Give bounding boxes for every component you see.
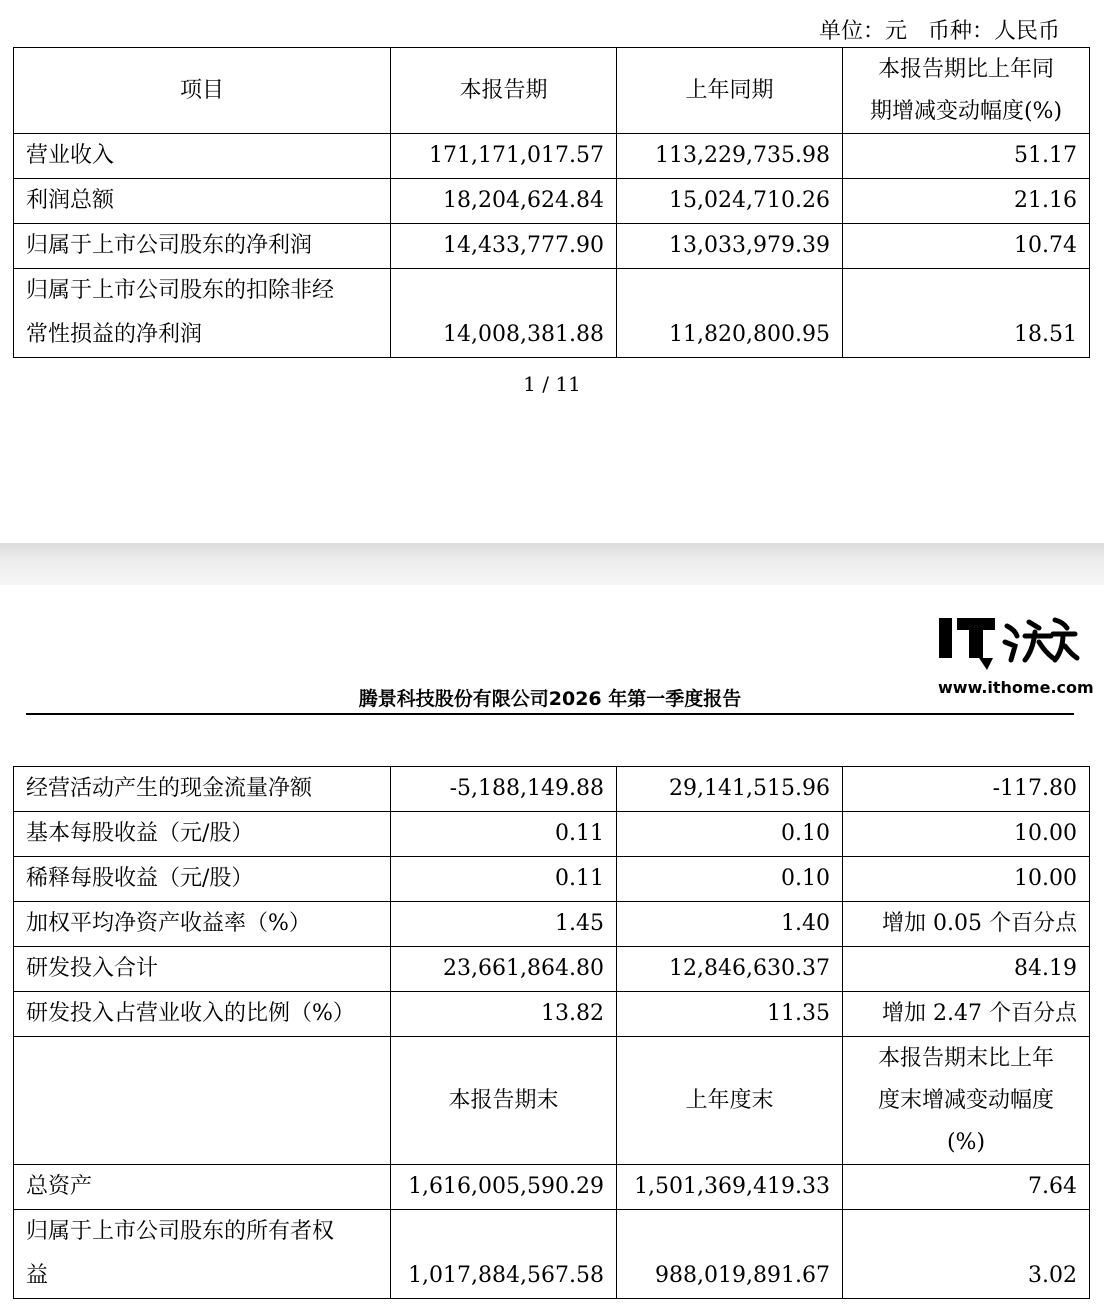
subheader-change-line3: (%) bbox=[946, 1129, 986, 1155]
header-item: 项目 bbox=[14, 48, 391, 134]
row-label: 研发投入占营业收入的比例（%） bbox=[14, 992, 391, 1037]
cell-change: -117.80 bbox=[843, 767, 1090, 812]
unit-currency-note: 单位：元 币种：人民币 bbox=[819, 19, 1060, 44]
header-prior-period: 上年同期 bbox=[617, 48, 843, 134]
table-subheader-row bbox=[14, 1037, 1090, 1165]
cell-current: 23,661,864.80 bbox=[391, 947, 617, 992]
row-label: 加权平均净资产收益率（%） bbox=[14, 902, 391, 947]
cell-prior: 11,820,800.95 bbox=[617, 269, 843, 358]
cell-current: 1,017,884,567.58 bbox=[391, 1210, 617, 1299]
table-row bbox=[14, 179, 1090, 224]
cell-change: 18.51 bbox=[843, 269, 1090, 358]
row-label: 营业收入 bbox=[14, 134, 391, 179]
financial-table-page2 bbox=[13, 766, 1090, 1299]
row-label bbox=[14, 1210, 391, 1299]
cell-current: 13.82 bbox=[391, 992, 617, 1037]
cell-prior: 13,033,979.39 bbox=[617, 224, 843, 269]
cell-current: -5,188,149.88 bbox=[391, 767, 617, 812]
table-row bbox=[14, 269, 1090, 358]
cell-change: 7.64 bbox=[843, 1165, 1090, 1210]
cell-change: 10.00 bbox=[843, 857, 1090, 902]
cell-prior: 1.40 bbox=[617, 902, 843, 947]
document-title: 腾景科技股份有限公司2026 年第一季度报告 bbox=[358, 688, 742, 710]
page-separator bbox=[0, 543, 1104, 585]
cell-change: 84.19 bbox=[843, 947, 1090, 992]
cell-current: 1,616,005,590.29 bbox=[391, 1165, 617, 1210]
cell-prior: 12,846,630.37 bbox=[617, 947, 843, 992]
cell-current: 14,008,381.88 bbox=[391, 269, 617, 358]
cell-prior: 1,501,369,419.33 bbox=[617, 1165, 843, 1210]
table-row bbox=[14, 902, 1090, 947]
title-rule bbox=[26, 713, 1074, 715]
row-label: 经营活动产生的现金流量净额 bbox=[14, 767, 391, 812]
cell-prior: 113,229,735.98 bbox=[617, 134, 843, 179]
table-row bbox=[14, 947, 1090, 992]
cell-current: 171,171,017.57 bbox=[391, 134, 617, 179]
table-row bbox=[14, 224, 1090, 269]
subheader-change-pct bbox=[843, 1037, 1090, 1165]
cell-change: 21.16 bbox=[843, 179, 1090, 224]
row-label: 基本每股收益（元/股） bbox=[14, 812, 391, 857]
table-row bbox=[14, 1210, 1090, 1299]
subheader-empty bbox=[14, 1037, 391, 1165]
cell-change: 增加 0.05 个百分点 bbox=[843, 902, 1090, 947]
row-label-line2: 益 bbox=[26, 1263, 49, 1288]
header-current-period: 本报告期 bbox=[391, 48, 617, 134]
table-row bbox=[14, 812, 1090, 857]
cell-current: 14,433,777.90 bbox=[391, 224, 617, 269]
cell-change: 51.17 bbox=[843, 134, 1090, 179]
cell-prior: 0.10 bbox=[617, 812, 843, 857]
cell-prior: 15,024,710.26 bbox=[617, 179, 843, 224]
cell-current: 0.11 bbox=[391, 857, 617, 902]
table-row bbox=[14, 1165, 1090, 1210]
header-change-line2: 期增减变动幅度(%) bbox=[869, 98, 1063, 124]
row-label: 归属于上市公司股东的净利润 bbox=[14, 224, 391, 269]
subheader-change-line2: 度末增减变动幅度 bbox=[877, 1087, 1054, 1113]
cell-current: 18,204,624.84 bbox=[391, 179, 617, 224]
cell-current: 1.45 bbox=[391, 902, 617, 947]
header-change-pct bbox=[843, 48, 1090, 134]
table-row bbox=[14, 992, 1090, 1037]
financial-table-page1 bbox=[13, 47, 1090, 358]
subheader-current-end: 本报告期末 bbox=[391, 1037, 617, 1165]
row-label bbox=[14, 269, 391, 358]
row-label-line1: 归属于上市公司股东的所有者权 bbox=[26, 1219, 335, 1244]
row-label: 研发投入合计 bbox=[14, 947, 391, 992]
watermark-url: www.ithome.com bbox=[938, 678, 1094, 697]
cell-change: 3.02 bbox=[843, 1210, 1090, 1299]
page-number: 1 / 11 bbox=[523, 372, 581, 396]
subheader-change-line1: 本报告期末比上年 bbox=[877, 1045, 1054, 1071]
cell-prior: 0.10 bbox=[617, 857, 843, 902]
row-label-line2: 常性损益的净利润 bbox=[26, 322, 203, 347]
row-label: 总资产 bbox=[14, 1165, 391, 1210]
header-change-line1: 本报告期比上年同 bbox=[877, 56, 1054, 82]
cell-change: 增加 2.47 个百分点 bbox=[843, 992, 1090, 1037]
cell-change: 10.00 bbox=[843, 812, 1090, 857]
cell-current: 0.11 bbox=[391, 812, 617, 857]
cell-change: 10.74 bbox=[843, 224, 1090, 269]
row-label: 利润总额 bbox=[14, 179, 391, 224]
table-header-row bbox=[14, 48, 1090, 134]
table-row bbox=[14, 134, 1090, 179]
cell-prior: 11.35 bbox=[617, 992, 843, 1037]
cell-prior: 29,141,515.96 bbox=[617, 767, 843, 812]
row-label-line1: 归属于上市公司股东的扣除非经 bbox=[26, 278, 335, 303]
row-label: 稀释每股收益（元/股） bbox=[14, 857, 391, 902]
cell-prior: 988,019,891.67 bbox=[617, 1210, 843, 1299]
table-row bbox=[14, 767, 1090, 812]
subheader-prior-end: 上年度末 bbox=[617, 1037, 843, 1165]
table-row bbox=[14, 857, 1090, 902]
